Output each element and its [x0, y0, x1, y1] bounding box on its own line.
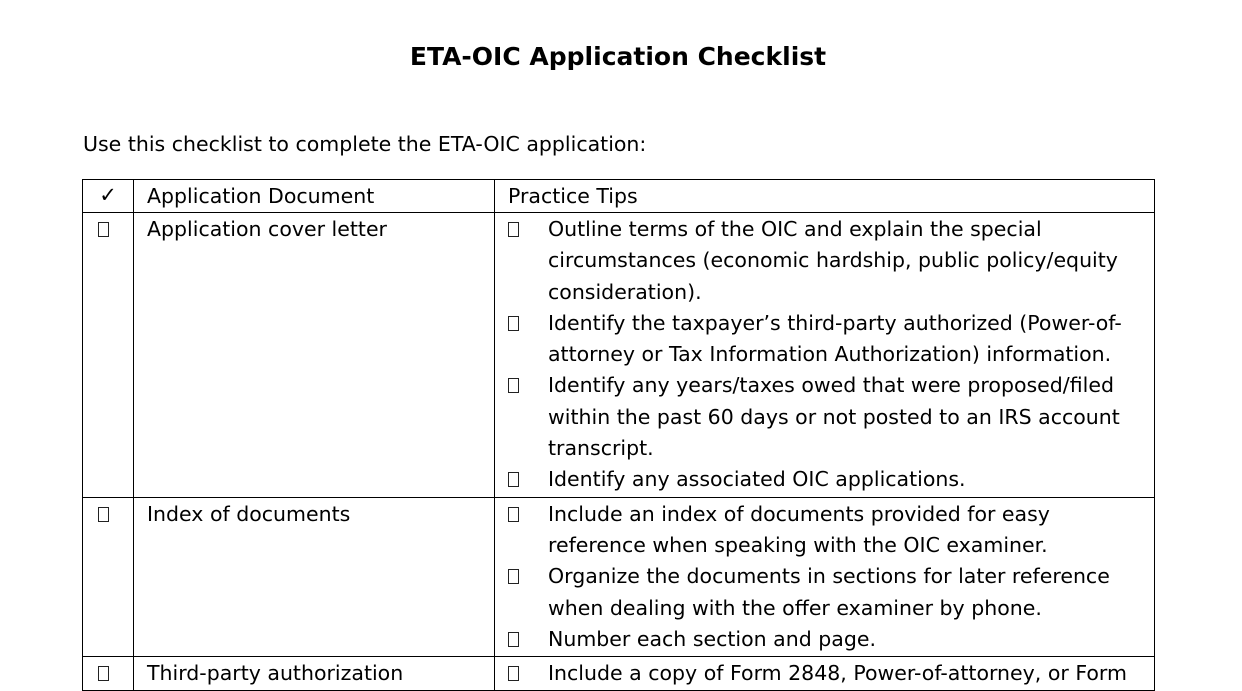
document-cell: Third-party authorization	[134, 657, 495, 691]
tip-item	[508, 499, 1154, 562]
checkbox-icon[interactable]	[98, 507, 109, 522]
table-row	[83, 657, 1155, 691]
document-column-header: Application Document	[134, 180, 495, 213]
tip-text: Organize the documents in sections for later reference when dealing with the offer examiner by phone.	[548, 564, 1110, 620]
tips-cell	[495, 213, 1155, 498]
tip-text: Identify any years/taxes owed that were proposed/filed within the past 60 days or not posted to an IRS account transcript.	[548, 373, 1120, 461]
tip-item	[508, 214, 1154, 308]
row-checkbox-cell[interactable]	[83, 657, 134, 691]
tip-checkbox-icon[interactable]	[508, 569, 519, 584]
tips-cell	[495, 657, 1155, 691]
checkbox-icon[interactable]	[98, 666, 109, 681]
check-mark-header: ✓	[83, 180, 134, 213]
tip-text: Outline terms of the OIC and explain the special circumstances (economic hardship, public policy/equity consideration).	[548, 217, 1118, 304]
tip-item	[508, 624, 1154, 655]
tip-checkbox-icon[interactable]	[508, 316, 519, 331]
tip-item	[508, 658, 1154, 689]
intro-text: Use this checklist to complete the ETA-OIC application:	[83, 132, 647, 156]
row-checkbox-cell[interactable]	[83, 497, 134, 656]
tip-checkbox-icon[interactable]	[508, 222, 519, 237]
tip-checkbox-icon[interactable]	[508, 378, 519, 393]
tip-item	[508, 370, 1154, 464]
document-cell: Index of documents	[134, 497, 495, 656]
document-title: ETA-OIC Application Checklist	[409, 42, 827, 71]
table-row	[83, 497, 1155, 656]
tip-text: Identify the taxpayer’s third-party authorized (Power-of- attorney or Tax Information Authorization) information.	[548, 310, 1122, 367]
tip-item	[508, 464, 1154, 495]
row-checkbox-cell[interactable]	[83, 213, 134, 498]
tip-checkbox-icon[interactable]	[508, 666, 519, 681]
tips-cell	[495, 497, 1155, 656]
tip-checkbox-icon[interactable]	[508, 507, 519, 522]
tip-text: Number each section and page.	[548, 626, 876, 651]
checklist-table	[82, 179, 1155, 691]
tip-item	[508, 561, 1154, 624]
tip-checkbox-icon[interactable]	[508, 632, 519, 647]
tip-item	[508, 308, 1154, 371]
tip-text: Include an index of documents provided for easy reference when speaking with the OIC examiner.	[548, 501, 1050, 557]
document-cell: Application cover letter	[134, 213, 495, 498]
checkbox-icon[interactable]	[98, 222, 109, 237]
tip-text: Identify any associated OIC applications.	[548, 467, 966, 492]
tips-column-header: Practice Tips	[495, 180, 1155, 213]
tip-text: Include a copy of Form 2848, Power-of-attorney, or Form	[548, 661, 1127, 686]
tip-checkbox-icon[interactable]	[508, 472, 519, 487]
table-row	[83, 213, 1155, 498]
table-header-row	[83, 180, 1155, 213]
